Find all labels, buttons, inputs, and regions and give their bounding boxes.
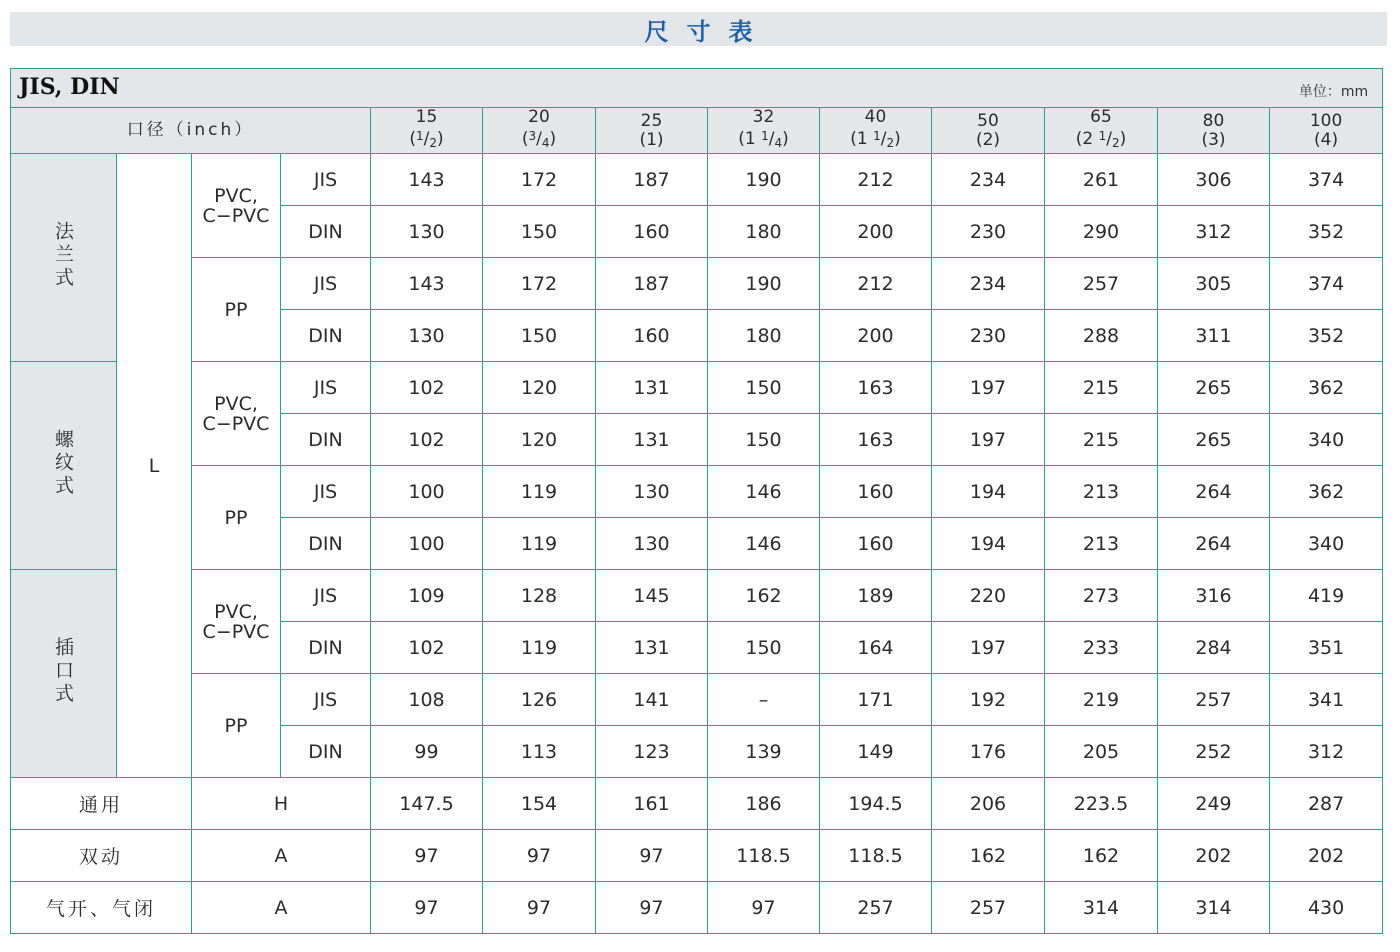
size-inch: (1) [639,129,664,150]
value-cell: 176 [932,726,1045,778]
standard-cell: DIN [281,518,371,570]
value-cell: 145 [596,570,708,622]
size-header-cell [483,108,596,154]
value-cell: 108 [371,674,483,726]
size-mm: 50 [977,110,999,131]
page-title: 尺寸表 [644,17,771,46]
value-cell: 290 [1045,206,1158,258]
value-cell: 233 [1045,622,1158,674]
value-cell: 194 [932,466,1045,518]
size-mm: 65 [1090,107,1112,127]
value-cell: 220 [932,570,1045,622]
value-cell: 305 [1158,258,1270,310]
value-cell: 200 [820,206,932,258]
inch-denominator: 2 [1111,136,1120,150]
value-cell: 212 [820,258,932,310]
value-cell: 162 [708,570,820,622]
value-cell: 234 [932,258,1045,310]
value-cell: 215 [1045,414,1158,466]
inch-denominator: 4 [541,136,550,150]
value-cell: 213 [1045,466,1158,518]
value-cell: 146 [708,518,820,570]
value-cell: 312 [1158,206,1270,258]
size-header-cell [596,108,708,154]
inch-suffix: ) [1119,129,1127,149]
size-header-cell [820,108,932,154]
connection-type-label: 法兰式 [52,220,74,290]
value-cell: 257 [932,882,1045,934]
size-mm: 40 [864,107,887,127]
value-cell: 351 [1270,622,1383,674]
inch-suffix: ) [549,129,557,149]
value-cell: 139 [708,726,820,778]
size-header-cell [1045,108,1158,154]
inch-numerator: 1 [1098,129,1107,143]
value-cell: 261 [1045,154,1158,206]
standard-cell: DIN [281,206,371,258]
size-inch: (2) [975,129,1001,150]
size-inch [850,129,901,149]
standard-cell: JIS [281,570,371,622]
size-inch [522,129,556,149]
value-cell: 97 [371,830,483,882]
size-mm: 32 [752,107,775,127]
dimension-table [10,68,1383,934]
value-cell: 150 [708,622,820,674]
value-cell: 119 [483,466,596,518]
value-cell: 97 [483,830,596,882]
dimension-label-cell: H [192,778,371,830]
value-cell: 118.5 [820,830,932,882]
material-cell: PVC, C−PVC [192,362,281,466]
connection-type-cell [11,362,117,570]
connection-type-cell [11,570,117,778]
value-cell: 234 [932,154,1045,206]
size-mm: 100 [1309,110,1343,131]
value-cell: 190 [708,258,820,310]
inch-suffix: ) [894,129,901,149]
value-cell: 249 [1158,778,1270,830]
table-row [11,570,1383,622]
value-cell: 163 [820,362,932,414]
inch-slash: / [423,129,430,149]
value-cell: 230 [932,206,1045,258]
table-row [11,466,1383,518]
size-mm: 25 [640,110,663,131]
table-row [11,882,1383,934]
size-inch [738,129,789,149]
value-cell: 99 [371,726,483,778]
table-body [11,69,1383,934]
value-cell: 187 [596,154,708,206]
value-cell: 362 [1270,362,1383,414]
value-cell: 118.5 [708,830,820,882]
value-cell: 130 [371,206,483,258]
value-cell: 160 [596,206,708,258]
size-header-cell [932,108,1045,154]
inch-denominator: 4 [774,136,783,150]
value-cell: 314 [1045,882,1158,934]
inch-prefix: ( [409,129,416,149]
dimension-label-cell: A [192,830,371,882]
value-cell: 340 [1270,518,1383,570]
standard-cell: JIS [281,154,371,206]
size-inch: (3) [1201,129,1226,150]
value-cell: 312 [1270,726,1383,778]
value-cell: 100 [371,466,483,518]
inch-prefix: (2 [1075,129,1099,149]
value-cell: 162 [1045,830,1158,882]
value-cell: 273 [1045,570,1158,622]
value-cell: 374 [1270,258,1383,310]
value-cell: 149 [820,726,932,778]
inch-prefix: ( [521,129,529,149]
inch-slash: / [768,129,775,149]
value-cell: 306 [1158,154,1270,206]
inch-numerator: 3 [528,129,537,143]
value-cell: 316 [1158,570,1270,622]
actuator-type-cell: 通用 [11,778,192,830]
value-cell: 202 [1270,830,1383,882]
value-cell: 102 [371,362,483,414]
value-cell: 97 [596,830,708,882]
value-cell: 189 [820,570,932,622]
size-header-label: 口径（inch） [11,108,371,154]
value-cell: 150 [483,310,596,362]
material-cell: PP [192,466,281,570]
value-cell: 120 [483,362,596,414]
value-cell: 197 [932,362,1045,414]
inch-suffix: ) [437,129,444,149]
value-cell: 164 [820,622,932,674]
size-mm: 15 [415,107,438,127]
value-cell: 194.5 [820,778,932,830]
value-cell: 352 [1270,206,1383,258]
inch-numerator: 1 [761,129,769,143]
value-cell: 97 [483,882,596,934]
value-cell: 160 [820,518,932,570]
value-cell: 119 [483,622,596,674]
value-cell: 311 [1158,310,1270,362]
value-cell: 257 [1045,258,1158,310]
value-cell: 200 [820,310,932,362]
value-cell: 146 [708,466,820,518]
value-cell: 126 [483,674,596,726]
value-cell: 130 [371,310,483,362]
material-cell: PVC, C−PVC [192,154,281,258]
value-cell: 150 [708,414,820,466]
unit-label: 单位：mm [1298,84,1369,100]
inch-numerator: 1 [873,129,881,143]
material-cell: PVC, C−PVC [192,570,281,674]
value-cell: 284 [1158,622,1270,674]
value-cell: 205 [1045,726,1158,778]
inch-denominator: 2 [886,136,895,150]
value-cell: 186 [708,778,820,830]
inch-numerator: 1 [415,129,424,143]
actuator-type-cell: 气开、气闭 [11,882,192,934]
dimension-label-cell: L [117,154,192,778]
value-cell: 180 [708,206,820,258]
value-cell: 288 [1045,310,1158,362]
value-cell: 128 [483,570,596,622]
connection-type-cell [11,154,117,362]
standard-cell: DIN [281,622,371,674]
value-cell: 419 [1270,570,1383,622]
size-mm: 80 [1202,110,1225,131]
value-cell: 265 [1158,414,1270,466]
value-cell: 219 [1045,674,1158,726]
value-cell: 223.5 [1045,778,1158,830]
table-row [11,258,1383,310]
value-cell: 160 [820,466,932,518]
value-cell: 154 [483,778,596,830]
value-cell: 362 [1270,466,1383,518]
value-cell: 147.5 [371,778,483,830]
title-bar [10,12,1387,46]
value-cell: 109 [371,570,483,622]
value-cell: 143 [371,258,483,310]
value-cell: 202 [1158,830,1270,882]
value-cell: 190 [708,154,820,206]
value-cell: 264 [1158,466,1270,518]
table-row [11,154,1383,206]
connection-type-label: 螺纹式 [52,428,74,498]
size-header-cell [371,108,483,154]
standard-cell: JIS [281,258,371,310]
value-cell: 150 [483,206,596,258]
value-cell: 172 [483,154,596,206]
value-cell: 102 [371,622,483,674]
value-cell: 194 [932,518,1045,570]
standard-cell: DIN [281,414,371,466]
inch-prefix: (1 [738,129,762,149]
value-cell: 197 [932,622,1045,674]
size-header-cell [1158,108,1270,154]
value-cell: 374 [1270,154,1383,206]
size-inch [1076,129,1127,149]
value-cell: 120 [483,414,596,466]
value-cell: 131 [596,414,708,466]
standard-cell: JIS [281,674,371,726]
value-cell: 314 [1158,882,1270,934]
value-cell: 113 [483,726,596,778]
value-cell: 102 [371,414,483,466]
value-cell: 172 [483,258,596,310]
value-cell: 265 [1158,362,1270,414]
value-cell: 131 [596,622,708,674]
actuator-type-cell: 双动 [11,830,192,882]
value-cell: 197 [932,414,1045,466]
value-cell: 230 [932,310,1045,362]
value-cell: 97 [708,882,820,934]
value-cell: 264 [1158,518,1270,570]
material-cell: PP [192,674,281,778]
size-header-cell [708,108,820,154]
value-cell: 131 [596,362,708,414]
size-header-cell [1270,108,1383,154]
value-cell: 150 [708,362,820,414]
inch-denominator: 2 [429,136,437,150]
value-cell: – [708,674,820,726]
value-cell: 97 [371,882,483,934]
value-cell: 97 [596,882,708,934]
table-row [11,830,1383,882]
table-row [11,778,1383,830]
value-cell: 341 [1270,674,1383,726]
value-cell: 212 [820,154,932,206]
standard-cell: DIN [281,310,371,362]
value-cell: 352 [1270,310,1383,362]
value-cell: 215 [1045,362,1158,414]
value-cell: 180 [708,310,820,362]
value-cell: 257 [1158,674,1270,726]
value-cell: 340 [1270,414,1383,466]
inch-suffix: ) [782,129,789,149]
value-cell: 123 [596,726,708,778]
value-cell: 160 [596,310,708,362]
standards-header [11,69,1383,108]
value-cell: 161 [596,778,708,830]
dimension-label-cell: A [192,882,371,934]
value-cell: 162 [932,830,1045,882]
value-cell: 257 [820,882,932,934]
inch-slash: / [536,129,542,149]
inch-prefix: (1 [850,129,874,149]
table-row [11,674,1383,726]
value-cell: 143 [371,154,483,206]
material-cell: PP [192,258,281,362]
value-cell: 252 [1158,726,1270,778]
value-cell: 100 [371,518,483,570]
value-cell: 130 [596,518,708,570]
connection-type-label: 插口式 [52,636,74,706]
value-cell: 171 [820,674,932,726]
value-cell: 430 [1270,882,1383,934]
standards-label: JIS, DIN [19,74,120,100]
value-cell: 192 [932,674,1045,726]
value-cell: 163 [820,414,932,466]
value-cell: 287 [1270,778,1383,830]
standard-cell: JIS [281,362,371,414]
standard-cell: DIN [281,726,371,778]
value-cell: 206 [932,778,1045,830]
size-inch: (4) [1314,129,1339,150]
value-cell: 130 [596,466,708,518]
value-cell: 141 [596,674,708,726]
value-cell: 119 [483,518,596,570]
size-header-row [11,108,1383,154]
size-mm: 20 [528,107,550,127]
table-row [11,362,1383,414]
size-inch [409,129,443,149]
value-cell: 187 [596,258,708,310]
value-cell: 213 [1045,518,1158,570]
inch-slash: / [880,129,887,149]
standard-cell: JIS [281,466,371,518]
inch-slash: / [1106,129,1112,149]
